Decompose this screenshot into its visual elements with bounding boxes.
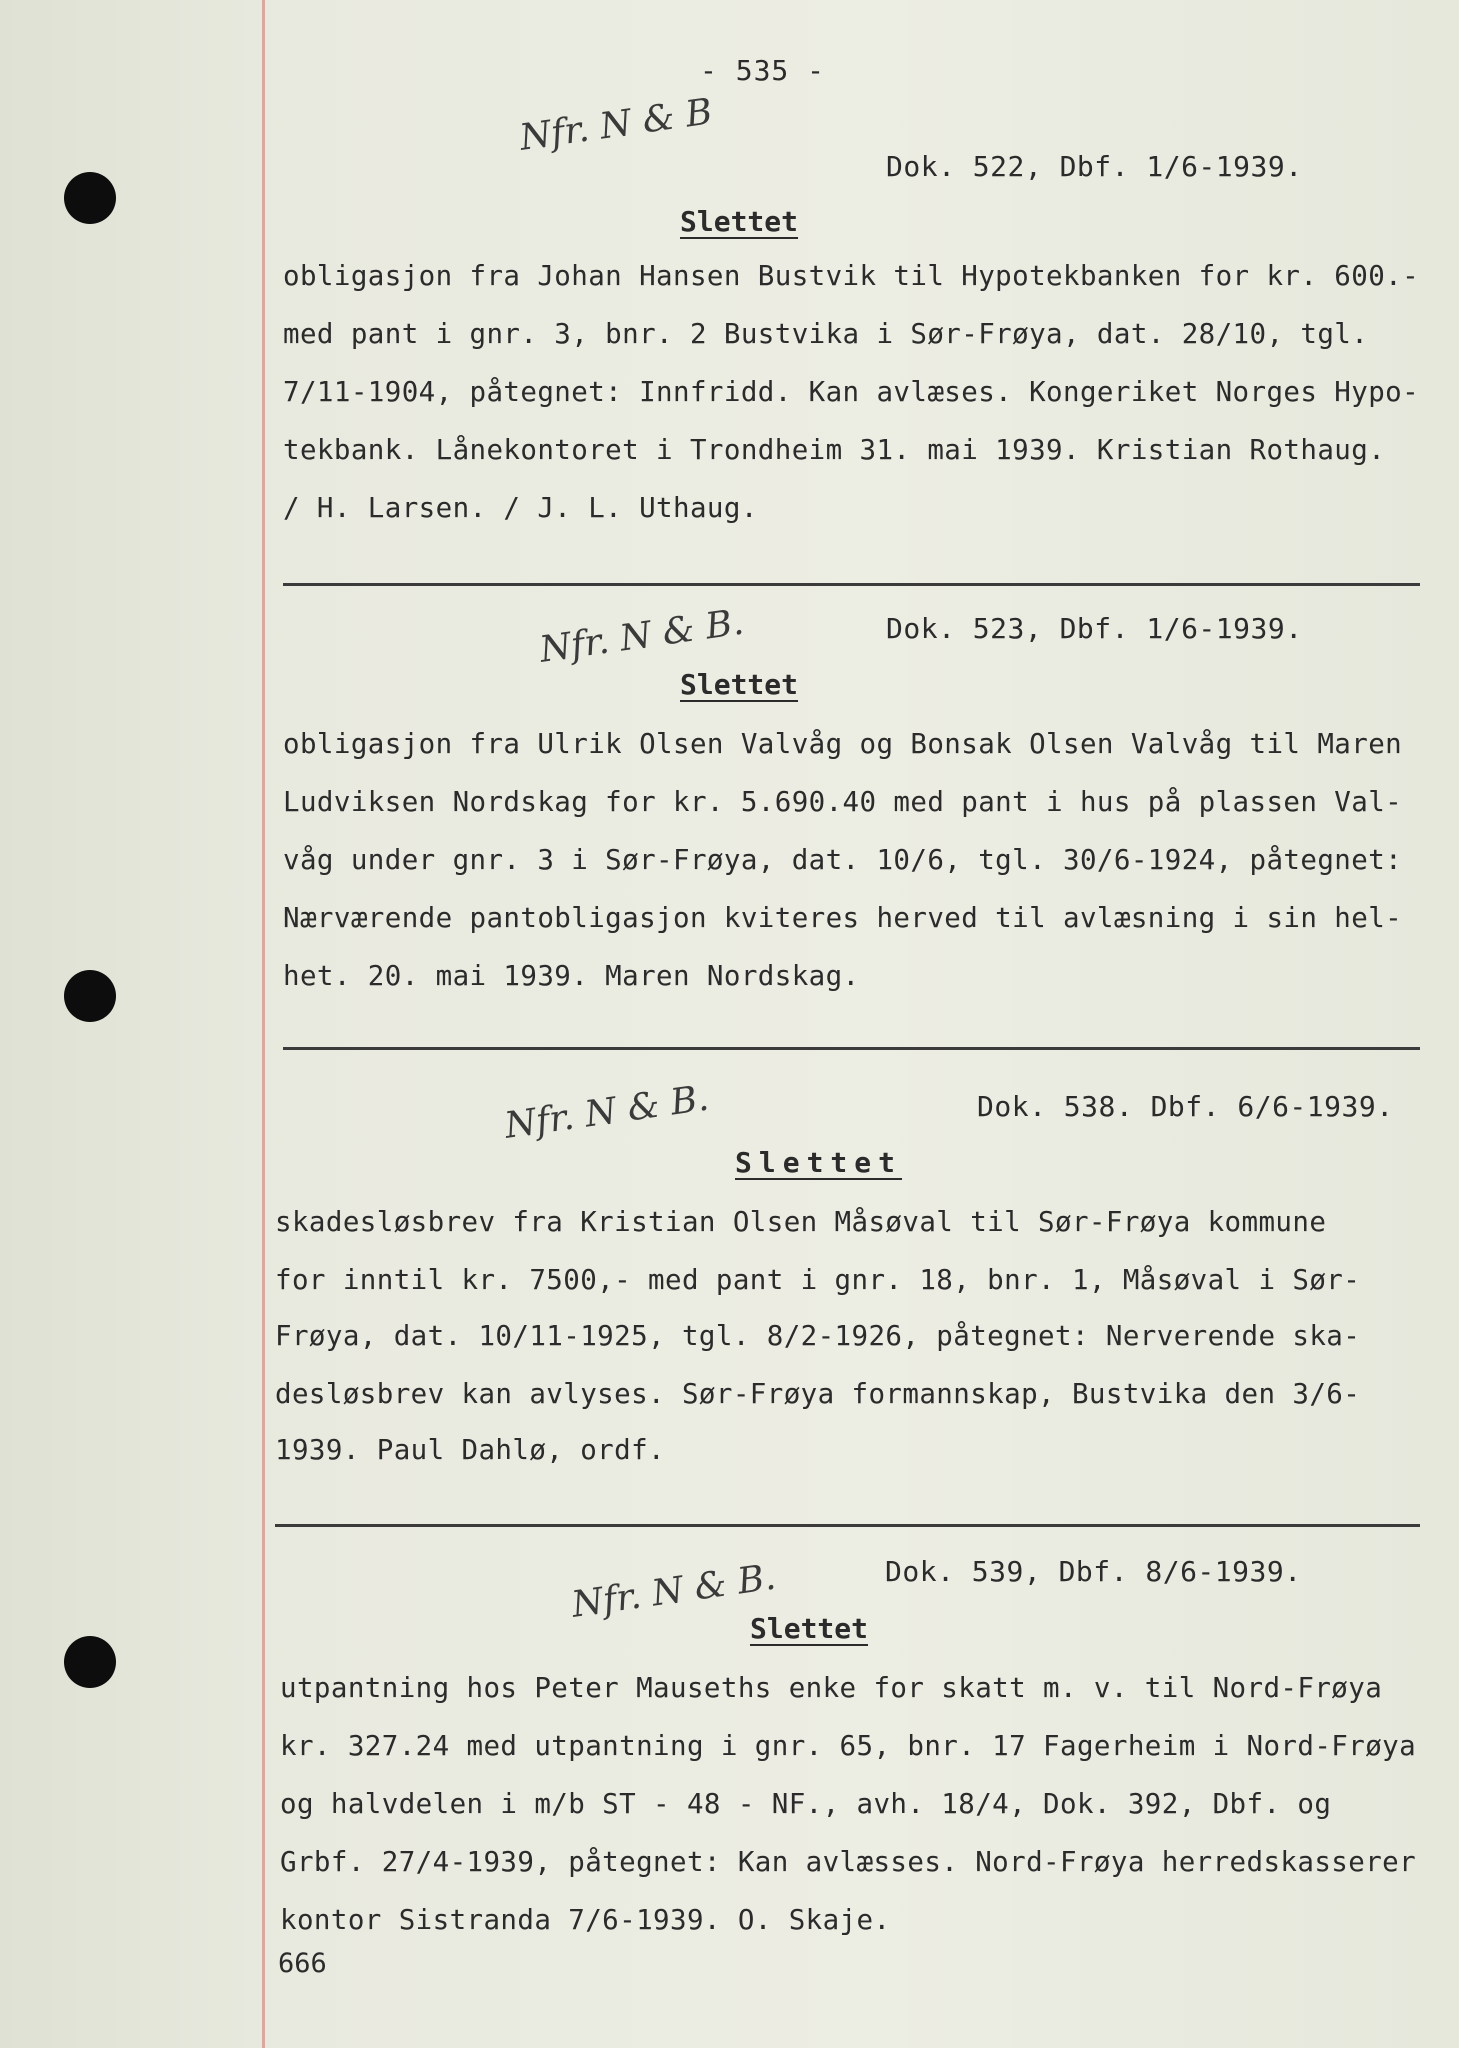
entry-heading: Slettet xyxy=(680,668,799,701)
document-reference: Dok. 539, Dbf. 8/6-1939. xyxy=(885,1555,1302,1588)
entry-text-line: 1939. Paul Dahlø, ordf. xyxy=(275,1434,665,1466)
punch-hole-top xyxy=(64,172,116,224)
footer-page-number: 666 xyxy=(278,1948,327,1979)
entry-text-line: obligasjon fra Johan Hansen Bustvik til Hypotekbanken for kr. 600.- xyxy=(283,260,1420,292)
entry-text-line: og halvdelen i m/b ST - 48 - NF., avh. 18/4, Dok. 392, Dbf. og xyxy=(280,1788,1332,1820)
entry-text-line: for inntil kr. 7500,- med pant i gnr. 18, bnr. 1, Måsøval i Sør- xyxy=(275,1264,1361,1296)
entry-text-line: Grbf. 27/4-1939, påtegnet: Kan avlæsses. Nord-Frøya herredskasserer xyxy=(280,1846,1417,1878)
entry-text-line: utpantning hos Peter Mauseths enke for skatt m. v. til Nord-Frøya xyxy=(280,1672,1383,1704)
handwritten-note: Nfr. N & B. xyxy=(569,1556,779,1626)
entry-text-line: het. 20. mai 1939. Maren Nordskag. xyxy=(283,960,860,992)
entry-text-line: med pant i gnr. 3, bnr. 2 Bustvika i Sør-Frøya, dat. 28/10, tgl. xyxy=(283,318,1369,350)
entry-text-line: tekbank. Lånekontoret i Trondheim 31. mai 1939. Kristian Rothaug. xyxy=(283,434,1386,466)
punch-hole-bottom xyxy=(64,1636,116,1688)
red-margin-line xyxy=(262,0,265,2048)
entry-heading: Slettet xyxy=(680,205,799,238)
entry-heading: Slettet xyxy=(735,1146,903,1179)
entry-text-line: skadesløsbrev fra Kristian Olsen Måsøval til Sør-Frøya kommune xyxy=(275,1206,1327,1238)
entry-divider xyxy=(283,1047,1420,1050)
entry-text-line: Nærværende pantobligasjon kviteres herved til avlæsning i sin hel- xyxy=(283,902,1403,934)
entry-divider xyxy=(283,583,1420,586)
entry-text-line: kr. 327.24 med utpantning i gnr. 65, bnr. 17 Fagerheim i Nord-Frøya xyxy=(280,1730,1417,1762)
punch-hole-middle xyxy=(64,970,116,1022)
entry-text-line: / H. Larsen. / J. L. Uthaug. xyxy=(283,492,758,524)
handwritten-note: Nfr. N & B xyxy=(517,91,715,159)
document-reference: Dok. 538. Dbf. 6/6-1939. xyxy=(977,1090,1394,1123)
handwritten-note: Nfr. N & B. xyxy=(537,601,747,671)
entry-text-line: Ludviksen Nordskag for kr. 5.690.40 med pant i hus på plassen Val- xyxy=(283,786,1403,818)
entry-divider xyxy=(275,1524,1420,1527)
document-reference: Dok. 522, Dbf. 1/6-1939. xyxy=(886,150,1303,183)
entry-text-line: Frøya, dat. 10/11-1925, tgl. 8/2-1926, påtegnet: Nerverende ska- xyxy=(275,1320,1361,1352)
handwritten-note: Nfr. N & B. xyxy=(502,1077,712,1147)
entry-text-line: obligasjon fra Ulrik Olsen Valvåg og Bonsak Olsen Valvåg til Maren xyxy=(283,728,1403,760)
entry-text-line: kontor Sistranda 7/6-1939. O. Skaje. xyxy=(280,1904,891,1936)
entry-text-line: desløsbrev kan avlyses. Sør-Frøya formannskap, Bustvika den 3/6- xyxy=(275,1378,1361,1410)
document-reference: Dok. 523, Dbf. 1/6-1939. xyxy=(886,612,1303,645)
entry-heading: Slettet xyxy=(750,1612,869,1645)
entry-text-line: våg under gnr. 3 i Sør-Frøya, dat. 10/6, tgl. 30/6-1924, påtegnet: xyxy=(283,844,1403,876)
page-number: - 535 - xyxy=(700,54,826,87)
entry-text-line: 7/11-1904, påtegnet: Innfridd. Kan avlæses. Kongeriket Norges Hypo- xyxy=(283,376,1420,408)
